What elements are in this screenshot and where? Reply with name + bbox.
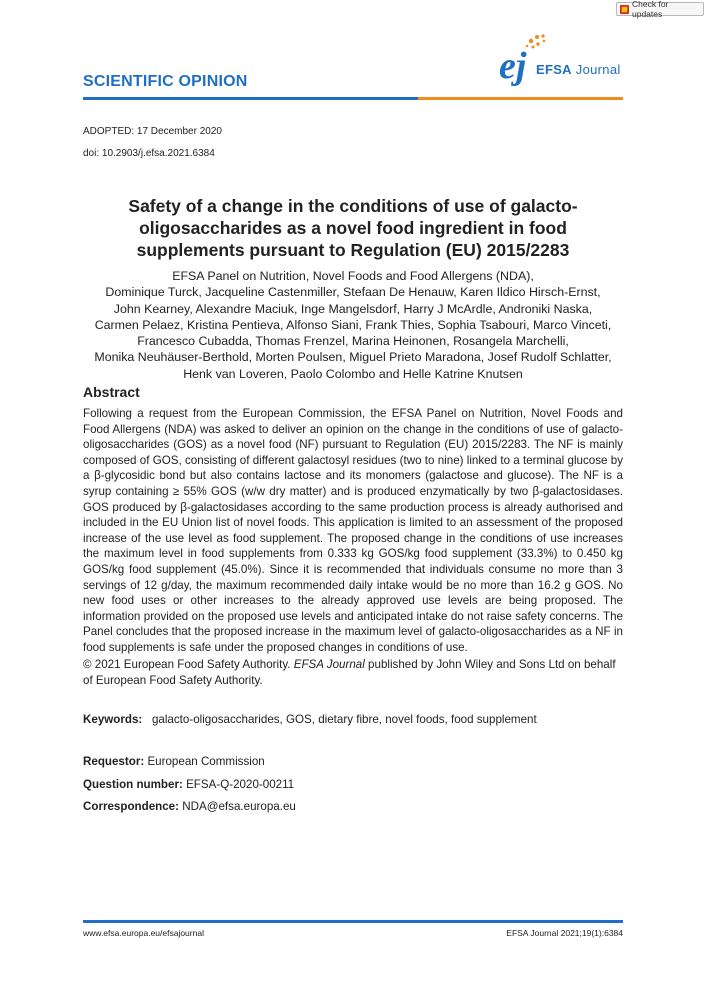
abstract-body bbox=[83, 406, 623, 656]
footer-rule bbox=[83, 920, 623, 923]
footer-citation: EFSA Journal 2021;19(1):6384 bbox=[506, 928, 623, 938]
question-number bbox=[83, 778, 294, 791]
adopted-date: ADOPTED: 17 December 2020 bbox=[83, 126, 222, 137]
author-line: Monika Neuhäuser-Berthold, Morten Poulsen, Miguel Prieto Maradona, Josef Rudolf Schlatter, bbox=[94, 350, 612, 365]
question-number-label: Question number: bbox=[83, 778, 183, 791]
doi-link[interactable]: doi: 10.2903/j.efsa.2021.6384 bbox=[83, 148, 215, 159]
correspondence-label: Correspondence: bbox=[83, 800, 179, 813]
abstract-text: Following a request from the European Commission, the EFSA Panel on Nutrition, Novel Foods and Food Allergens (NDA) was asked to deliver an opinion on the change in the conditions of use of galacto-oligosaccharides (GOS) as a novel food (NF) pursuant to Regulation (EU) 2015/2283. The NF is mainly composed of GOS, consisting of different galactosyl residues (two to nine) linked to a terminal glucose by a β-glycosidic bond but also contains lactose and its monomers (galactose and glucose). The NF is a syrup containing ≥ 55% GOS (w/w dry matter) and is produced enzymatically by two β-galactosidases. GOS produced by β-galactosidases according to the same production process is already authorised and included in the EU Union list of novel foods. This application is limited to an assessment of the proposed increase of the use level as food supplement. The proposed change in the conditions of use increases the maximum level in food supplements from 0.333 kg GOS/kg food supplement (33.3%) to 0.450 kg GOS/kg food supplement (45.0%). Since it is recommended that individuals consume no more than 3 servings of 12 g/day, the maximum recommended daily intake would be no more than 16.2 g GOS. No new food uses or other increases to the already approved use levels are being proposed. The information provided on the proposed use levels and anticipated intake do not raise safety concerns. The Panel concludes that the proposed increase in the maximum level of galacto-oligosaccharides as a NF in food supplements is safe under the proposed changes in conditions of use. bbox=[83, 407, 623, 654]
requestor-value: European Commission bbox=[147, 755, 265, 768]
copyright-text: © 2021 European Food Safety Authority. bbox=[83, 658, 294, 671]
requestor bbox=[83, 755, 265, 768]
author-line: Henk van Loveren, Paolo Colombo and Helle Katrine Knutsen bbox=[183, 366, 523, 381]
correspondence bbox=[83, 800, 296, 813]
crossmark-icon bbox=[620, 5, 629, 14]
section-label: SCIENTIFIC OPINION bbox=[83, 73, 248, 90]
logo-brand: EFSA bbox=[536, 62, 572, 77]
keywords bbox=[83, 713, 537, 726]
correspondence-email[interactable]: NDA@efsa.europa.eu bbox=[182, 800, 296, 813]
author-line: Dominique Turck, Jacqueline Castenmiller, Stefaan De Henauw, Karen Ildico Hirsch-Ernst, bbox=[105, 285, 601, 300]
copyright-journal: EFSA Journal bbox=[293, 658, 365, 671]
author-line: EFSA Panel on Nutrition, Novel Foods and Food Allergens (NDA), bbox=[172, 269, 534, 283]
keywords-label: Keywords: bbox=[83, 713, 143, 726]
requestor-label: Requestor: bbox=[83, 755, 145, 768]
question-number-value: EFSA-Q-2020-00211 bbox=[186, 778, 295, 791]
author-list bbox=[83, 268, 623, 382]
journal-name bbox=[536, 62, 621, 77]
footer-url[interactable]: www.efsa.europa.eu/efsajournal bbox=[83, 928, 204, 938]
author-line: John Kearney, Alexandre Maciuk, Inge Mangelsdorf, Harry J McArdle, Androniki Naska, bbox=[113, 301, 593, 316]
journal-label: Journal bbox=[575, 62, 621, 77]
check-for-updates-button[interactable] bbox=[616, 0, 704, 19]
copyright-notice bbox=[83, 657, 623, 688]
abstract-heading: Abstract bbox=[83, 384, 140, 400]
keywords-value: galacto-oligosaccharides, GOS, dietary fibre, novel foods, food supplement bbox=[151, 713, 537, 726]
check-for-updates-label: Check for updates bbox=[632, 0, 669, 19]
author-line: Francesco Cubadda, Thomas Frenzel, Marina Heinonen, Rosangela Marchelli, bbox=[137, 334, 569, 349]
author-line: Carmen Pelaez, Kristina Pentieva, Alfonso Siani, Frank Thies, Sophia Tsabouri, Marco Vinceti, bbox=[94, 317, 612, 332]
logo-letters: ej bbox=[499, 45, 527, 87]
copyright-text-end: published by John Wiley and Sons Ltd on behalf of European Food Safety Authority. bbox=[83, 658, 616, 687]
header-rule bbox=[83, 97, 623, 100]
paper-title: Safety of a change in the conditions of use of galacto-oligosaccharides as a novel food ingredient in food supplements pursuant to Regulation (EU) 2015/2283 bbox=[128, 196, 578, 260]
